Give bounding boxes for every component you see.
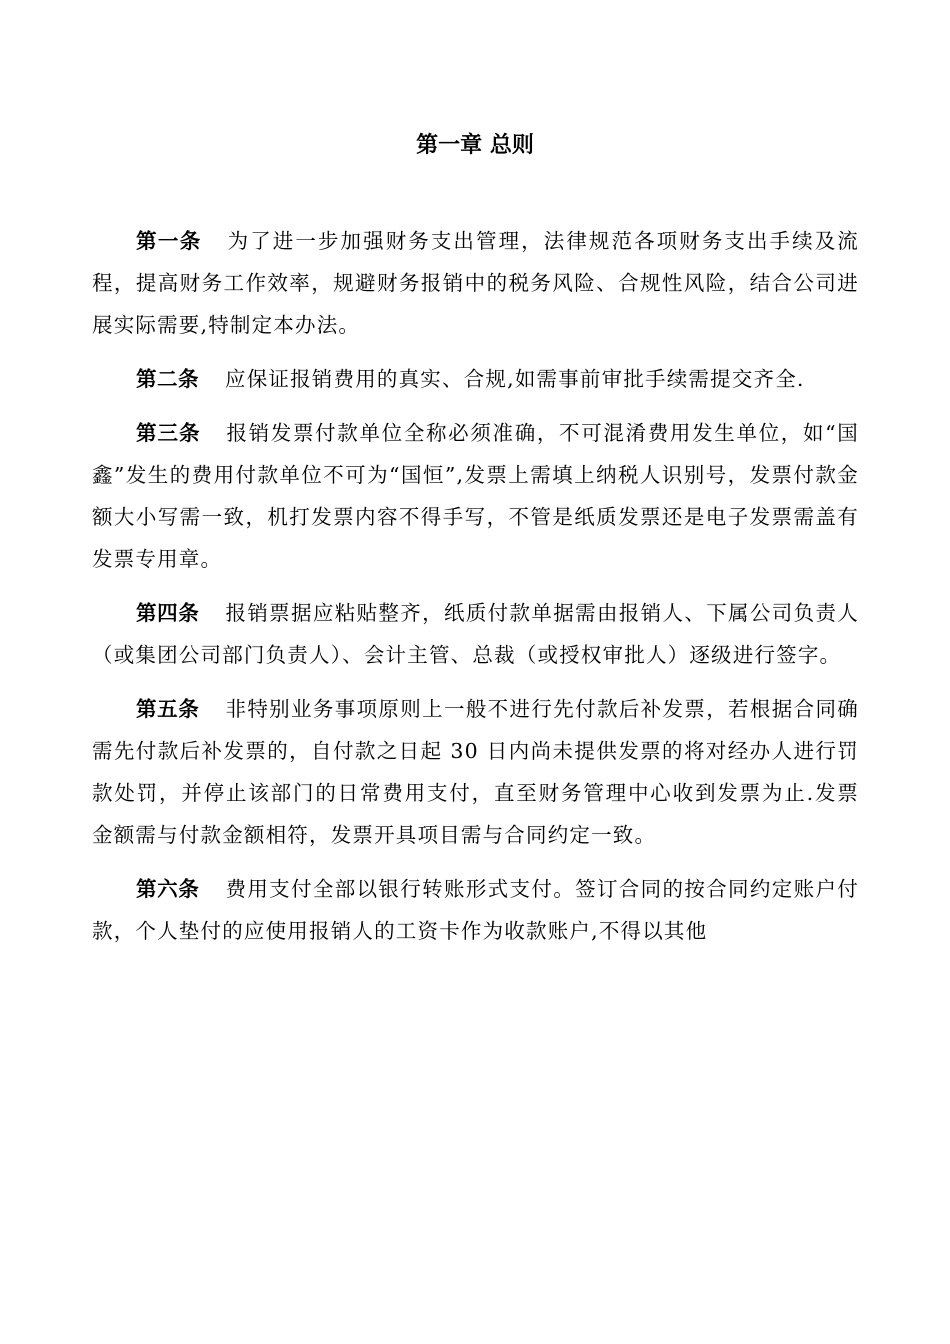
article-label: 第二条 xyxy=(136,367,199,391)
article-3 xyxy=(92,412,859,580)
article-5 xyxy=(92,688,859,856)
article-text: 费用支付全部以银行转账形式支付。签订合同的按合同约定账户付款，个人垫付的应使用报销人的工资卡作为收款账户,不得以其他 xyxy=(92,877,860,943)
article-label: 第一条 xyxy=(136,229,202,253)
article-label: 第三条 xyxy=(136,421,201,445)
article-text: 非特别业务事项原则上一般不进行先付款后补发票，若根据合同确需先付款后补发票的，自付款之日起 30 日内尚未提供发票的将对经办人进行罚款处罚，并停止该部门的日常费用支付，直至财务管理中心收到发票为止.发票金额需与付款金额相符，发票开具项目需与合同约定一致。 xyxy=(92,697,860,847)
article-2 xyxy=(92,358,859,400)
article-4 xyxy=(92,592,859,676)
article-label: 第六条 xyxy=(136,877,200,901)
article-text: 报销发票付款单位全称必须准确，不可混淆费用发生单位，如“国鑫”发生的费用付款单位不可为“国恒”,发票上需填上纳税人识别号，发票付款金额大小写需一致，机打发票内容不得手写，不管是纸质发票还是电子发票需盖有发票专用章。 xyxy=(92,421,860,571)
article-text: 应保证报销费用的真实、合规,如需事前审批手续需提交齐全. xyxy=(225,367,805,391)
article-label: 第四条 xyxy=(136,601,200,625)
document-body xyxy=(92,220,859,964)
article-1 xyxy=(92,220,859,346)
article-6 xyxy=(92,868,859,952)
chapter-title: 第一章 总则 xyxy=(416,133,534,158)
article-label: 第五条 xyxy=(136,697,200,721)
article-text: 为了进一步加强财务支出管理，法律规范各项财务支出手续及流程，提高财务工作效率，规避财务报销中的税务风险、合规性风险，结合公司进展实际需要,特制定本办法。 xyxy=(92,229,859,337)
article-text: 报销票据应粘贴整齐，纸质付款单据需由报销人、下属公司负责人（或集团公司部门负责人）、会计主管、总裁（或授权审批人）逐级进行签字。 xyxy=(92,601,860,667)
